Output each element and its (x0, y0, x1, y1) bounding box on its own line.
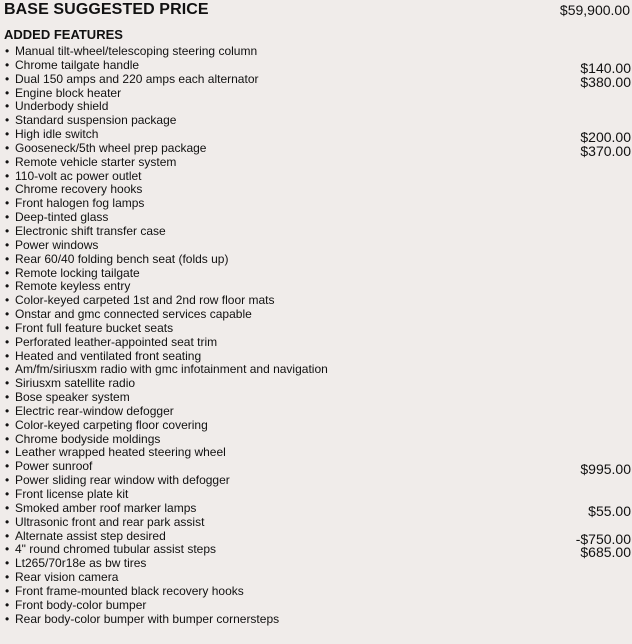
feature-item (0, 183, 632, 197)
feature-item (0, 45, 632, 59)
feature-price: $685.00 (580, 544, 631, 561)
feature-item (0, 170, 632, 184)
bullet-icon: • (5, 570, 10, 585)
feature-price: $200.00 (580, 129, 631, 146)
feature-price: $995.00 (580, 461, 631, 478)
feature-label: Standard suspension package (15, 113, 177, 128)
bullet-icon: • (5, 71, 10, 86)
feature-item (0, 127, 632, 146)
feature-label: Underbody shield (15, 99, 109, 114)
feature-label: Smoked amber roof marker lamps (15, 500, 197, 515)
feature-item (0, 322, 632, 336)
feature-item (0, 197, 632, 211)
feature-label: 110-volt ac power outlet (15, 168, 142, 183)
feature-label: Power windows (15, 237, 99, 252)
base-price-row (4, 0, 630, 20)
bullet-icon: • (5, 500, 10, 515)
feature-item (0, 308, 632, 322)
feature-price: $370.00 (580, 142, 631, 159)
bullet-icon: • (5, 473, 10, 488)
feature-item (0, 225, 632, 239)
added-features-heading: ADDED FEATURES (4, 27, 123, 42)
feature-item (0, 156, 632, 170)
feature-label: Color-keyed carpeting floor covering (15, 417, 208, 432)
bullet-icon: • (5, 348, 10, 363)
bullet-icon: • (5, 514, 10, 529)
feature-label: Remote keyless entry (15, 279, 131, 294)
feature-label: Remote vehicle starter system (15, 154, 177, 169)
feature-label: Am/fm/siriusxm radio with gmc infotainment and navigation (15, 362, 328, 377)
feature-label: Ultrasonic front and rear park assist (15, 514, 205, 529)
bullet-icon: • (5, 362, 10, 377)
feature-price: -$750.00 (575, 530, 631, 547)
feature-label: Electric rear-window defogger (15, 403, 174, 418)
base-price-label: BASE SUGGESTED PRICE (4, 1, 209, 18)
bullet-icon: • (5, 57, 10, 72)
feature-item (0, 542, 632, 561)
feature-label: Dual 150 amps and 220 amps each alternator (15, 71, 259, 86)
feature-item (0, 391, 632, 405)
bullet-icon: • (5, 597, 10, 612)
bullet-icon: • (5, 487, 10, 501)
bullet-icon: • (5, 307, 10, 322)
bullet-icon: • (5, 528, 10, 543)
feature-item (0, 459, 632, 478)
bullet-icon: • (5, 127, 10, 142)
feature-label: Bose speaker system (15, 390, 130, 405)
feature-label: Heated and ventilated front seating (15, 348, 202, 363)
bullet-icon: • (5, 168, 10, 183)
bullet-icon: • (5, 85, 10, 100)
feature-item (0, 446, 632, 460)
feature-item (0, 599, 632, 613)
feature-label: Perforated leather-appointed seat trim (15, 334, 218, 349)
feature-item (0, 294, 632, 308)
feature-item (0, 474, 632, 488)
feature-price: $380.00 (580, 73, 631, 90)
feature-label: Remote locking tailgate (15, 265, 140, 280)
bullet-icon: • (5, 459, 10, 474)
feature-item (0, 571, 632, 585)
feature-label: Rear vision camera (15, 570, 119, 585)
feature-item (0, 57, 632, 76)
bullet-icon: • (5, 445, 10, 460)
bullet-icon: • (5, 44, 10, 58)
bullet-icon: • (5, 154, 10, 169)
bullet-icon: • (5, 542, 10, 557)
bullet-icon: • (5, 431, 10, 446)
feature-label: Siriusxm satellite radio (15, 376, 136, 391)
base-price-value: $59,900.00 (559, 2, 630, 18)
bullet-icon: • (5, 140, 10, 155)
feature-label: Chrome bodyside moldings (15, 431, 161, 446)
feature-label: Rear 60/40 folding bench seat (folds up) (15, 251, 229, 266)
feature-label: Onstar and gmc connected services capable (15, 307, 252, 322)
feature-label: 4" round chromed tubular assist steps (15, 542, 217, 557)
bullet-icon: • (5, 237, 10, 252)
feature-item (0, 419, 632, 433)
bullet-icon: • (5, 293, 10, 308)
bullet-icon: • (5, 376, 10, 391)
feature-label: Front frame-mounted black recovery hooks (15, 583, 244, 598)
bullet-icon: • (5, 223, 10, 238)
feature-item (0, 100, 632, 114)
feature-item (0, 613, 632, 627)
feature-price: $55.00 (588, 502, 631, 519)
feature-label: Gooseneck/5th wheel prep package (15, 140, 207, 155)
feature-label: Leather wrapped heated steering wheel (15, 445, 226, 460)
bullet-icon: • (5, 334, 10, 349)
feature-label: Manual tilt-wheel/telescoping steering column (15, 44, 258, 58)
feature-item (0, 350, 632, 364)
feature-item (0, 267, 632, 281)
bullet-icon: • (5, 182, 10, 197)
feature-label: Front full feature bucket seats (15, 320, 174, 335)
feature-item (0, 71, 632, 90)
feature-label: Front license plate kit (15, 487, 129, 501)
added-features-list (0, 45, 632, 626)
feature-label: Lt265/70r18e as bw tires (15, 556, 147, 571)
feature-item (0, 336, 632, 350)
feature-item (0, 211, 632, 225)
feature-item (0, 114, 632, 128)
bullet-icon: • (5, 556, 10, 571)
feature-item (0, 239, 632, 253)
feature-item (0, 87, 632, 101)
feature-item (0, 405, 632, 419)
feature-item (0, 377, 632, 391)
feature-item (0, 585, 632, 599)
bullet-icon: • (5, 251, 10, 266)
feature-label: Power sunroof (15, 459, 93, 474)
feature-item (0, 140, 632, 159)
feature-item (0, 253, 632, 267)
feature-label: Electronic shift transfer case (15, 223, 166, 238)
bullet-icon: • (5, 417, 10, 432)
feature-label: Color-keyed carpeted 1st and 2nd row floor mats (15, 293, 275, 308)
feature-item (0, 500, 632, 519)
bullet-icon: • (5, 113, 10, 128)
bullet-icon: • (5, 265, 10, 280)
feature-label: Engine block heater (15, 85, 122, 100)
bullet-icon: • (5, 390, 10, 405)
feature-label: Alternate assist step desired (15, 528, 166, 543)
bullet-icon: • (5, 583, 10, 598)
bullet-icon: • (5, 99, 10, 114)
feature-item (0, 433, 632, 447)
feature-label: Chrome recovery hooks (15, 182, 143, 197)
bullet-icon: • (5, 196, 10, 211)
bullet-icon: • (5, 210, 10, 225)
feature-label: Power sliding rear window with defogger (15, 473, 230, 488)
bullet-icon: • (5, 611, 10, 626)
feature-label: Chrome tailgate handle (15, 57, 140, 72)
feature-item (0, 516, 632, 530)
feature-label: Front halogen fog lamps (15, 196, 145, 211)
bullet-icon: • (5, 279, 10, 294)
feature-label: Front body-color bumper (15, 597, 147, 612)
feature-item (0, 363, 632, 377)
feature-price: $140.00 (580, 59, 631, 76)
feature-label: Deep-tinted glass (15, 210, 109, 225)
bullet-icon: • (5, 320, 10, 335)
feature-label: High idle switch (15, 127, 99, 142)
feature-item (0, 280, 632, 294)
feature-item (0, 557, 632, 571)
bullet-icon: • (5, 403, 10, 418)
feature-item (0, 528, 632, 547)
feature-label: Rear body-color bumper with bumper cornersteps (15, 611, 280, 626)
feature-item (0, 488, 632, 502)
